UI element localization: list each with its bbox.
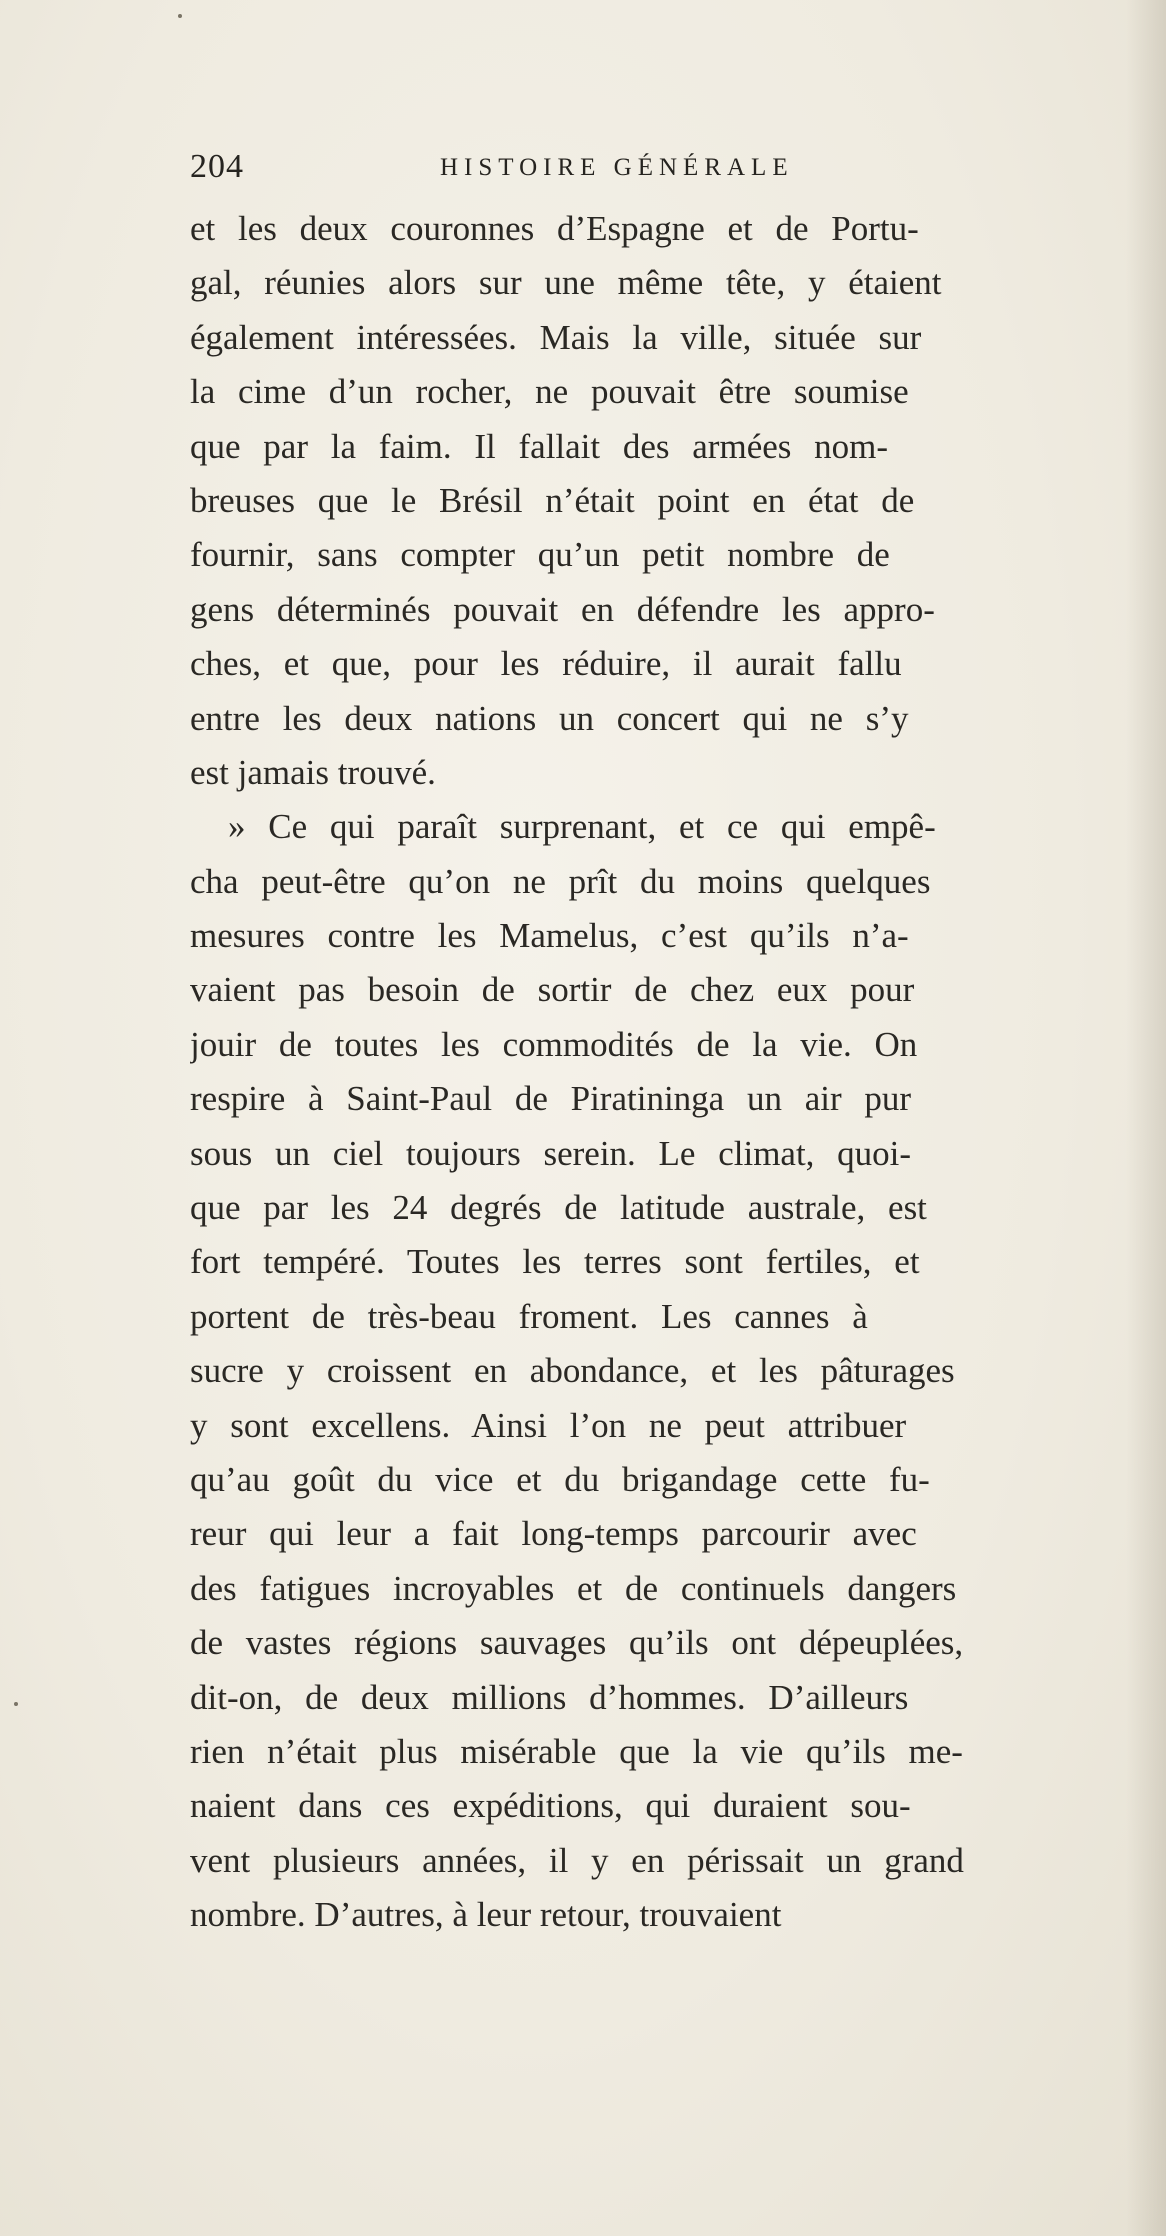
text-line: fournir, sans compter qu’un petit nombre de [190, 535, 890, 575]
running-title: HISTOIRE GÉNÉRALE [440, 154, 794, 181]
text-line: breuses que le Brésil n’était point en état de [190, 480, 915, 520]
text-line: vent plusieurs années, il y en périssait un grand [190, 1840, 964, 1880]
text-line: gal, réunies alors sur une même tête, y étaient [190, 263, 942, 303]
text-line: sucre y croissent en abondance, et les pâturages [190, 1351, 955, 1391]
text-line: y sont excellens. Ainsi l’on ne peut attribuer [190, 1405, 907, 1445]
text-line: des fatigues incroyables et de continuels dangers [190, 1568, 957, 1608]
text-line: entre les deux nations un concert qui ne s’y [190, 698, 909, 738]
paragraph-start-line: » Ce qui paraît surprenant, et ce qui empê- [228, 807, 936, 847]
paper-speck [178, 14, 182, 18]
text-line: gens déterminés pouvait en défendre les appro- [190, 589, 935, 629]
text-line: dit-on, de deux millions d’hommes. D’ailleurs [190, 1677, 909, 1717]
text-line: reur qui leur a fait long-temps parcourir avec [190, 1514, 917, 1554]
text-line: ches, et que, pour les réduire, il aurait fallu [190, 644, 902, 684]
text-line: naient dans ces expéditions, qui duraient sou- [190, 1786, 911, 1826]
text-line: est jamais trouvé. [190, 752, 436, 792]
text-line: que par la faim. Il fallait des armées nom- [190, 426, 889, 466]
text-line: rien n’était plus misérable que la vie qu’ils me- [190, 1731, 963, 1771]
text-line: fort tempéré. Toutes les terres sont fertiles, et [190, 1242, 920, 1282]
text-line: mesures contre les Mamelus, c’est qu’ils n’a- [190, 916, 909, 956]
paper-speck [14, 1702, 18, 1706]
text-line: portent de très-beau froment. Les cannes à [190, 1296, 868, 1336]
text-line: vaient pas besoin de sortir de chez eux pour [190, 970, 915, 1010]
text-line: jouir de toutes les commodités de la vie. On [190, 1024, 918, 1064]
text-line: qu’au goût du vice et du brigandage cette fu- [190, 1459, 930, 1499]
text-line: cha peut-être qu’on ne prît du moins quelques [190, 861, 931, 901]
page-number: 204 [190, 148, 244, 185]
text-line: et les deux couronnes d’Espagne et de Portu- [190, 209, 919, 248]
text-line: respire à Saint-Paul de Piratininga un air pur [190, 1079, 912, 1119]
text-line: également intéressées. Mais la ville, située sur [190, 317, 922, 357]
body-text [190, 202, 1165, 1943]
text-line: sous un ciel toujours serein. Le climat, quoi- [190, 1133, 912, 1173]
running-head [190, 148, 960, 188]
text-line: de vastes régions sauvages qu’ils ont dépeuplées, [190, 1623, 964, 1663]
text-line: la cime d’un rocher, ne pouvait être soumise [190, 372, 909, 412]
text-line: nombre. D’autres, à leur retour, trouvaient [190, 1895, 782, 1935]
text-line: que par les 24 degrés de latitude australe, est [190, 1188, 927, 1228]
